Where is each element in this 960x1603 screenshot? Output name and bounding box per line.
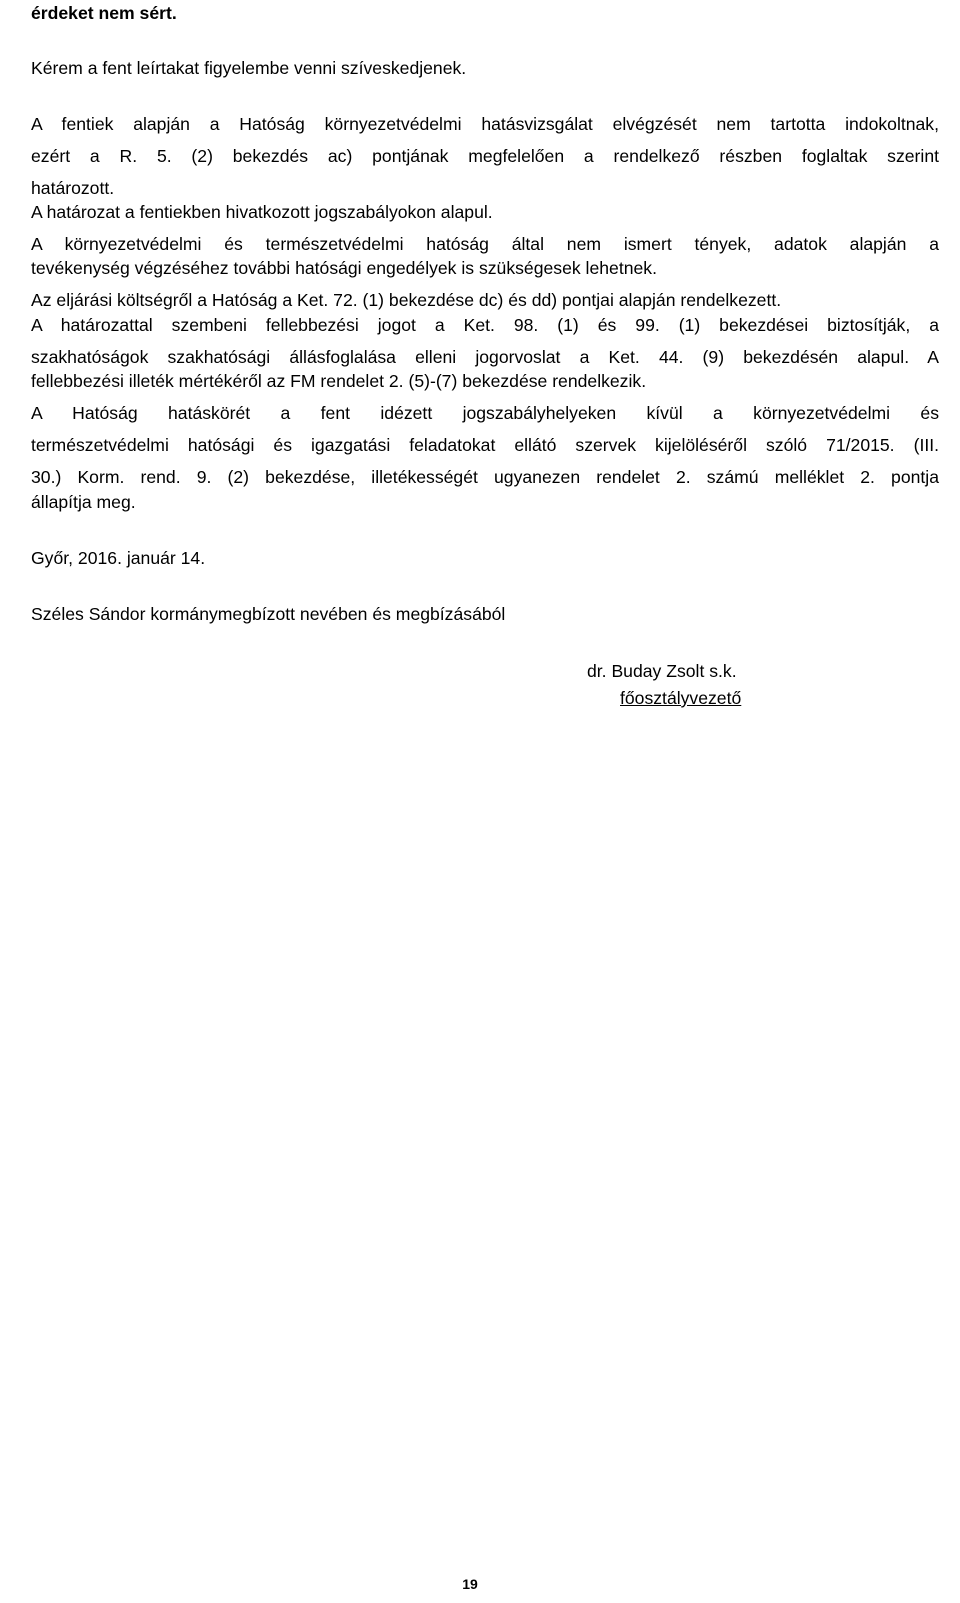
delegation-line: Széles Sándor kormánymegbízott nevében és megbízásából [31, 604, 506, 624]
signatory-name: dr. Buday Zsolt s.k. [587, 661, 737, 681]
text-line-paragraph: fellebbezési illeték mértékéről az FM rendelet 2. (5)-(7) bekezdése rendelkezik. [31, 371, 647, 391]
text-line-paragraph: A környezetvédelmi és természetvédelmi hatóság által nem ismert tények, adatok alapján a [31, 234, 939, 254]
text-line-paragraph: határozott. [31, 178, 115, 198]
text-line-paragraph: A határozattal szembeni fellebbezési jogot a Ket. 98. (1) és 99. (1) bekezdései biztosítják, a [31, 315, 939, 335]
text-line-paragraph: 30.) Korm. rend. 9. (2) bekezdése, illetékességét ugyanezen rendelet 2. számú melléklet 2. pontja [31, 467, 939, 487]
text-line-paragraph: A fentiek alapján a Hatóság környezetvédelmi hatásvizsgálat elvégzését nem tartotta indokoltnak, [31, 114, 939, 134]
text-line-paragraph: állapítja meg. [31, 492, 136, 512]
text-line-paragraph: Az eljárási költségről a Hatóság a Ket. 72. (1) bekezdése dc) és dd) pontjai alapján rendelkezett. [31, 290, 782, 310]
page-number: 19 [462, 1576, 478, 1592]
text-line-continuation: érdeket nem sért. [31, 3, 177, 23]
text-line-paragraph: szakhatóságok szakhatósági állásfoglalása elleni jogorvoslat a Ket. 44. (9) bekezdésén alapul. A [31, 347, 939, 367]
signatory-title: főosztályvezető [620, 688, 742, 708]
text-line-paragraph: ezért a R. 5. (2) bekezdés ac) pontjának megfelelően a rendelkező részben foglaltak szerint [31, 146, 939, 166]
text-line-paragraph: A határozat a fentiekben hivatkozott jogszabályokon alapul. [31, 202, 493, 222]
text-line-paragraph: A Hatóság hatáskörét a fent idézett jogszabályhelyeken kívül a környezetvédelmi és [31, 403, 939, 423]
text-line-paragraph: természetvédelmi hatósági és igazgatási feladatokat ellátó szervek kijelöléséről szóló 71/2015. (III. [31, 435, 939, 455]
date-line: Győr, 2016. január 14. [31, 548, 206, 568]
text-line-paragraph: tevékenység végzéséhez további hatósági engedélyek is szükségesek lehetnek. [31, 258, 657, 278]
text-line-request: Kérem a fent leírtakat figyelembe venni szíveskedjenek. [31, 58, 467, 78]
